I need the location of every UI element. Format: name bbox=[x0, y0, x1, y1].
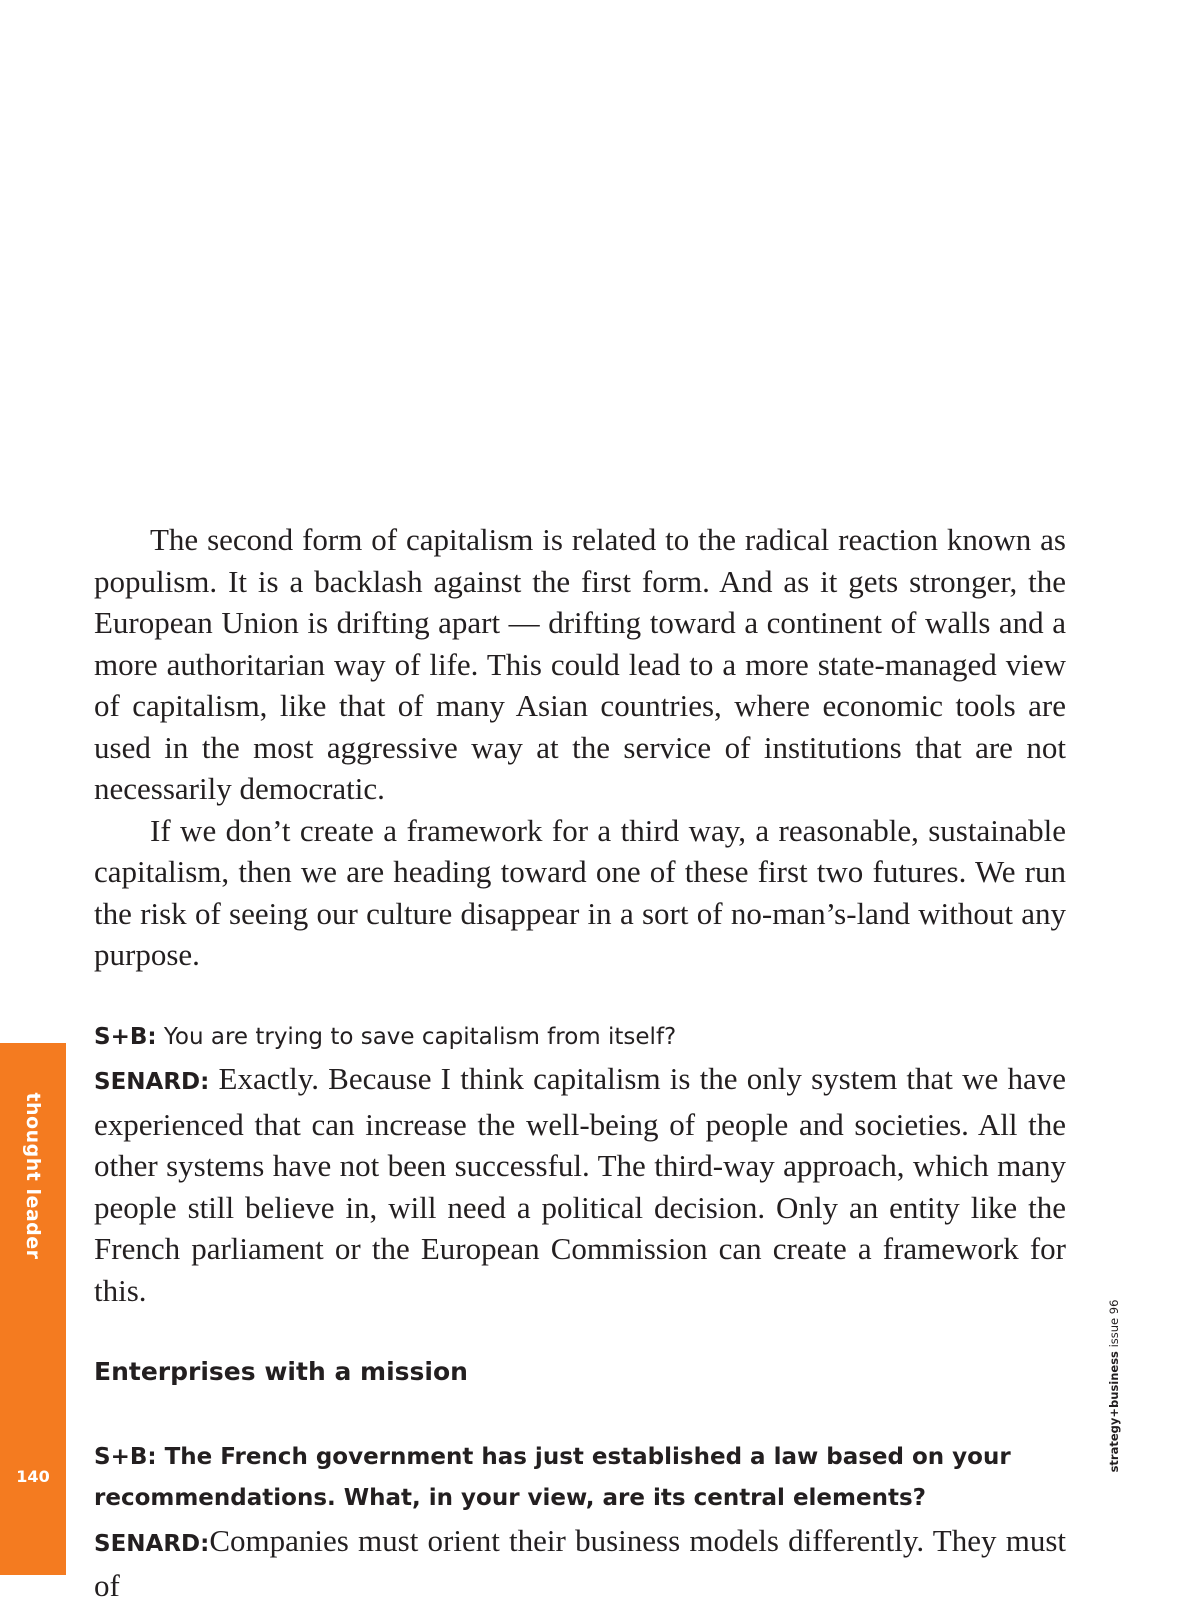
answer-text: Companies must orient their business models differently. They must of bbox=[94, 1522, 1066, 1603]
interview-question bbox=[94, 1017, 1066, 1059]
question-text: You are trying to save capitalism from itself? bbox=[156, 1023, 677, 1050]
interview-answer bbox=[94, 1058, 1066, 1311]
answer-speaker: SENARD: bbox=[94, 1530, 210, 1557]
journal-label bbox=[1107, 1300, 1121, 1473]
answer-speaker: SENARD: bbox=[94, 1069, 210, 1095]
article-body bbox=[94, 519, 1066, 1607]
answer-text: Exactly. Because I think capitalism is the only system that we have experienced that can increase the well-being of people and societies. All the other systems have not been successful. The third-way approach, which many people still believe in, will need a political decision. Only an entity like the French parliament or the European Commission can create a framework for this. bbox=[94, 1061, 1066, 1308]
body-paragraph: If we don’t create a framework for a third way, a reasonable, sustainable capitalism, then we are heading toward one of these first two futures. We run the risk of seeing our culture disappear in a sort of no-man’s-land without any purpose. bbox=[94, 812, 1066, 972]
section-heading: Enterprises with a mission bbox=[94, 1357, 468, 1386]
interview-answer bbox=[94, 1520, 1066, 1607]
body-paragraph: The second form of capitalism is related to the radical reaction known as populism. It is a backlash against the first form. And as it gets stronger, the European Union is drifting apart — drifting toward a continent of walls and a more authoritarian way of life. This could lead to a more state-managed view of capitalism, like that of many Asian countries, where economic tools are used in the most aggressive way at the service of institutions that are not necessarily democratic. bbox=[94, 522, 1066, 806]
section-label: thought leader bbox=[22, 1092, 44, 1260]
question-text: The French government has just established a law based on your recommendations. What, in your view, are its central elements? bbox=[94, 1443, 1011, 1511]
journal-brand: strategy+business bbox=[1107, 1351, 1121, 1473]
journal-issue: issue 96 bbox=[1107, 1299, 1121, 1352]
page-number: 140 bbox=[16, 1467, 50, 1486]
interview-question bbox=[94, 1437, 1066, 1520]
question-speaker: S+B: bbox=[94, 1023, 157, 1050]
question-speaker: S+B: bbox=[94, 1443, 157, 1470]
